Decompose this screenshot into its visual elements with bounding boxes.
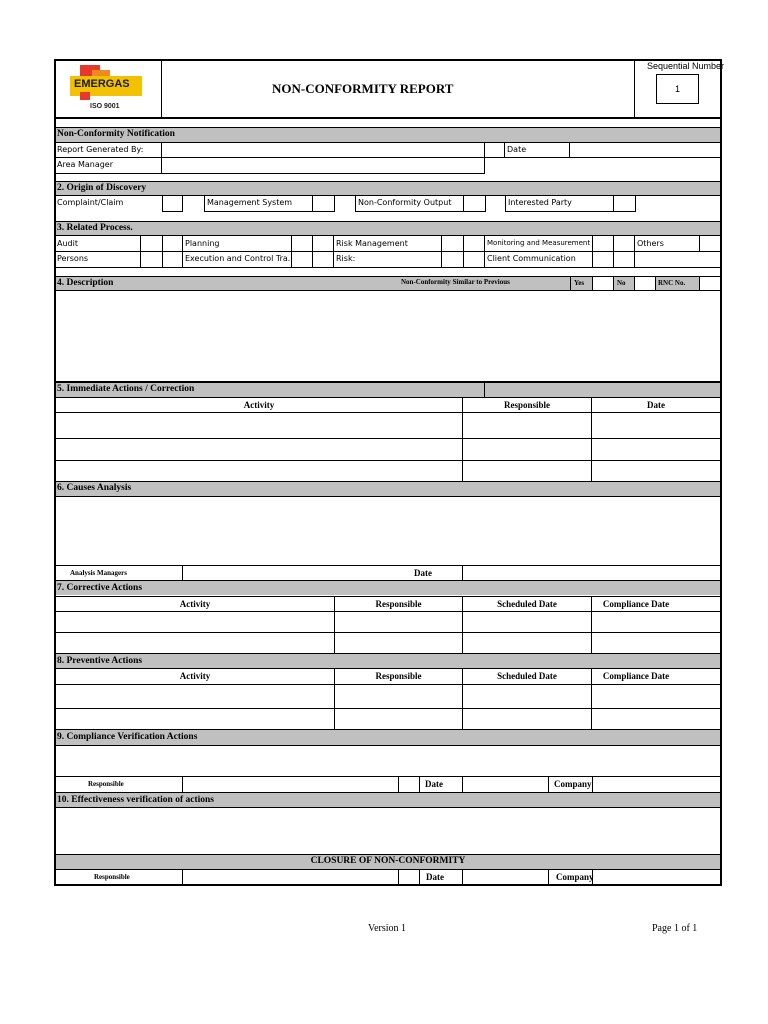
compliance-responsible-label: Responsible bbox=[88, 780, 124, 788]
origin-complaint-label: Complaint/Claim bbox=[57, 198, 124, 207]
section-effectiveness-verification: 10. Effectiveness verification of actions bbox=[57, 795, 214, 805]
process-monitoring-checkbox[interactable] bbox=[593, 236, 613, 251]
section-closure: CLOSURE OF NON-CONFORMITY bbox=[310, 856, 466, 866]
closure-responsible-field[interactable] bbox=[183, 870, 398, 884]
immediate-row[interactable] bbox=[56, 439, 720, 460]
page-number-label: Page 1 of 1 bbox=[652, 923, 698, 934]
analysis-managers-label: Analysis Managers bbox=[70, 569, 127, 577]
closure-company-label: Company bbox=[556, 872, 594, 882]
section-preventive-actions: 8. Preventive Actions bbox=[57, 656, 143, 666]
effectiveness-verification-textarea[interactable] bbox=[56, 808, 720, 854]
process-audit-label: Audit bbox=[57, 239, 78, 248]
preventive-col-activity: Activity bbox=[179, 671, 211, 681]
process-execution-checkbox[interactable] bbox=[292, 252, 312, 267]
section-immediate-actions: 5. Immediate Actions / Correction bbox=[57, 384, 195, 394]
notification-date-field[interactable] bbox=[570, 143, 720, 157]
compliance-company-label: Company bbox=[554, 779, 592, 789]
compliance-company-field[interactable] bbox=[593, 777, 720, 792]
sequential-number-value: 1 bbox=[674, 84, 680, 94]
process-others-label: Others bbox=[637, 239, 664, 248]
notification-date-label: Date bbox=[507, 145, 527, 154]
page-title: NON-CONFORMITY REPORT bbox=[272, 81, 454, 96]
causes-analysis-textarea[interactable] bbox=[56, 497, 720, 565]
compliance-responsible-field[interactable] bbox=[183, 777, 398, 792]
process-persons-checkbox[interactable] bbox=[141, 252, 162, 267]
immediate-row[interactable] bbox=[56, 461, 720, 481]
immediate-row[interactable] bbox=[56, 413, 720, 438]
preventive-col-scheduled-date: Scheduled Date bbox=[497, 671, 557, 681]
causes-date-field[interactable] bbox=[463, 566, 720, 581]
immediate-col-responsible: Responsible bbox=[503, 400, 550, 410]
version-label: Version 1 bbox=[368, 923, 407, 934]
similar-no-label: No bbox=[617, 279, 626, 287]
section-related-process: 3. Related Process. bbox=[57, 223, 133, 233]
compliance-verification-textarea[interactable] bbox=[56, 746, 720, 776]
immediate-col-activity: Activity bbox=[243, 400, 275, 410]
report-generated-by-label: Report Generated By: bbox=[57, 145, 144, 154]
section-notification: Non-Conformity Notification bbox=[57, 129, 175, 139]
corrective-row[interactable] bbox=[56, 612, 720, 632]
origin-interested-party-label: Interested Party bbox=[508, 198, 572, 207]
preventive-row[interactable] bbox=[56, 685, 720, 708]
sequential-number-label: Sequential Number bbox=[647, 61, 725, 71]
section-description: 4. Description bbox=[57, 278, 114, 288]
causes-date-label: Date bbox=[414, 568, 432, 578]
process-monitoring-label: Monitoring and Measurement bbox=[487, 239, 591, 247]
closure-company-field[interactable] bbox=[593, 870, 720, 884]
preventive-col-responsible: Responsible bbox=[375, 671, 422, 681]
section-corrective-actions: 7. Corrective Actions bbox=[57, 583, 143, 593]
analysis-managers-field[interactable] bbox=[183, 566, 403, 581]
process-planning-label: Planning bbox=[185, 239, 220, 248]
similar-to-previous-label: Non-Conformity Similar to Previous bbox=[401, 278, 510, 286]
logo-text: EMERGAS bbox=[74, 78, 130, 90]
corrective-col-activity: Activity bbox=[179, 599, 211, 609]
process-others-detail-field[interactable] bbox=[635, 252, 720, 267]
report-generated-by-field[interactable] bbox=[162, 143, 484, 157]
process-client-communication-label: Client Communication bbox=[487, 254, 576, 263]
similar-yes-label: Yes bbox=[574, 279, 585, 287]
corrective-col-scheduled-date: Scheduled Date bbox=[497, 599, 557, 609]
section-compliance-verification: 9. Compliance Verification Actions bbox=[57, 732, 198, 742]
process-planning-checkbox[interactable] bbox=[292, 236, 312, 251]
process-risk-management-label: Risk Management bbox=[336, 239, 408, 248]
closure-date-label: Date bbox=[426, 872, 444, 882]
rnc-number-label: RNC No. bbox=[658, 279, 686, 287]
immediate-col-date: Date bbox=[647, 400, 665, 410]
similar-yes-checkbox[interactable] bbox=[593, 277, 613, 290]
preventive-row[interactable] bbox=[56, 709, 720, 729]
compliance-date-label: Date bbox=[425, 779, 443, 789]
preventive-col-compliance-date: Compliance Date bbox=[602, 671, 670, 681]
origin-interested-party-checkbox[interactable] bbox=[614, 196, 636, 212]
area-manager-field[interactable] bbox=[162, 158, 484, 173]
rnc-number-field[interactable] bbox=[700, 277, 720, 290]
section-causes-analysis: 6. Causes Analysis bbox=[57, 483, 132, 493]
similar-no-checkbox[interactable] bbox=[635, 277, 655, 290]
origin-nc-output-label: Non-Conformity Output bbox=[358, 198, 452, 207]
description-textarea[interactable] bbox=[56, 291, 720, 381]
process-risk-management-checkbox[interactable] bbox=[442, 236, 463, 251]
corrective-row[interactable] bbox=[56, 633, 720, 653]
origin-management-label: Management System bbox=[207, 198, 293, 207]
process-execution-label: Execution and Control Tra. bbox=[185, 254, 291, 263]
section-origin: 2. Origin of Discovery bbox=[57, 183, 147, 193]
process-risk-field[interactable] bbox=[442, 252, 463, 267]
corrective-col-compliance-date: Compliance Date bbox=[602, 599, 670, 609]
process-audit-checkbox[interactable] bbox=[141, 236, 162, 251]
closure-responsible-label: Responsible bbox=[94, 873, 130, 881]
process-client-communication-checkbox[interactable] bbox=[593, 252, 613, 267]
process-others-field[interactable] bbox=[700, 236, 720, 251]
corrective-col-responsible: Responsible bbox=[375, 599, 422, 609]
closure-date-field[interactable] bbox=[463, 870, 548, 884]
area-manager-label: Area Manager bbox=[57, 160, 114, 169]
process-risk-label: Risk: bbox=[336, 254, 356, 263]
origin-nc-output-checkbox[interactable] bbox=[464, 196, 486, 212]
logo-iso: ISO 9001 bbox=[90, 103, 120, 110]
compliance-date-field[interactable] bbox=[463, 777, 548, 792]
process-persons-label: Persons bbox=[57, 254, 89, 263]
origin-management-checkbox[interactable] bbox=[313, 196, 335, 212]
origin-complaint-checkbox[interactable] bbox=[162, 196, 183, 212]
